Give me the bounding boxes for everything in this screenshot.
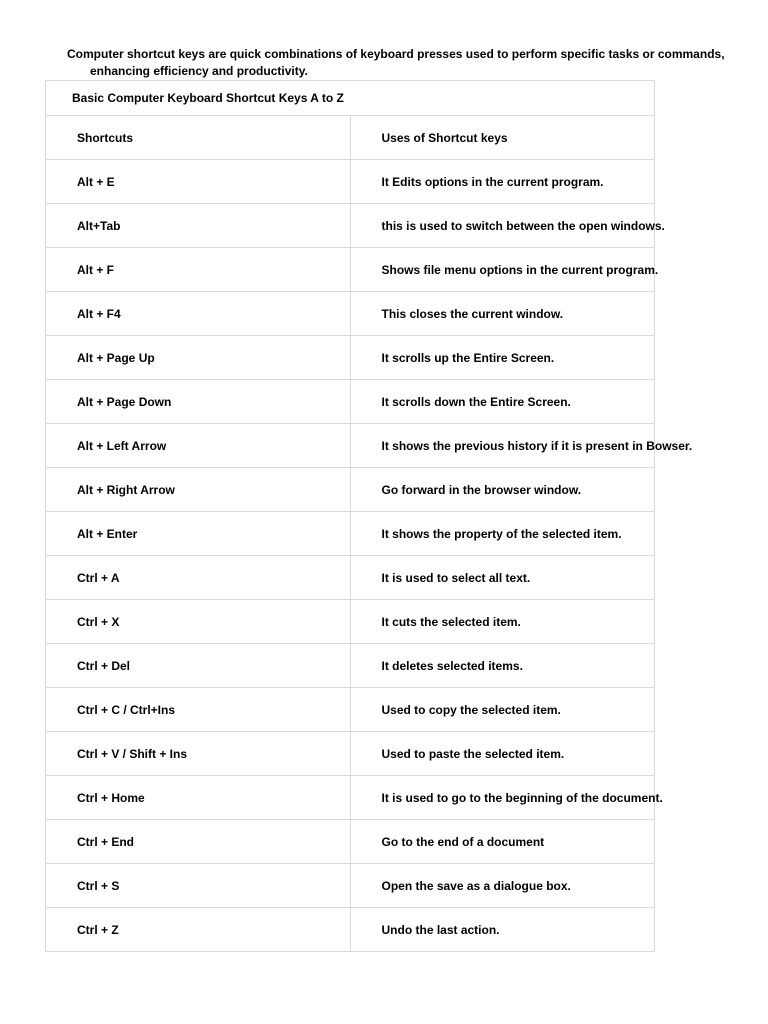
shortcut-key-cell: Alt + Page Up — [46, 336, 351, 380]
table-row — [46, 776, 655, 820]
shortcut-key-cell: Alt + F — [46, 248, 351, 292]
shortcut-use-cell: It Edits options in the current program. — [350, 160, 655, 204]
table-row — [46, 204, 655, 248]
shortcut-use-cell: this is used to switch between the open windows. — [350, 204, 655, 248]
shortcut-key-cell: Alt + Enter — [46, 512, 351, 556]
table-row — [46, 336, 655, 380]
shortcut-use-cell: This closes the current window. — [350, 292, 655, 336]
intro-paragraph: Computer shortcut keys are quick combinations of keyboard presses used to perform specific tasks or commands, enhancing efficiency and productivity. — [67, 47, 725, 78]
shortcut-key-cell: Ctrl + X — [46, 600, 351, 644]
shortcut-key-cell: Ctrl + Home — [46, 776, 351, 820]
shortcut-key-cell: Alt+Tab — [46, 204, 351, 248]
table-row — [46, 600, 655, 644]
shortcut-key-cell: Ctrl + Del — [46, 644, 351, 688]
shortcut-use-cell: It shows the property of the selected item. — [350, 512, 655, 556]
shortcut-use-cell: It is used to go to the beginning of the document. — [350, 776, 655, 820]
table-row — [46, 820, 655, 864]
header-shortcuts: Shortcuts — [46, 116, 351, 160]
shortcut-key-cell: Ctrl + V / Shift + Ins — [46, 732, 351, 776]
shortcut-use-cell: Undo the last action. — [350, 908, 655, 952]
table-header-row — [46, 116, 655, 160]
shortcut-table — [45, 80, 693, 952]
shortcut-use-cell: Used to paste the selected item. — [350, 732, 655, 776]
shortcut-use-cell: It deletes selected items. — [350, 644, 655, 688]
table-row — [46, 248, 655, 292]
table-row — [46, 424, 655, 468]
shortcut-key-cell: Ctrl + Z — [46, 908, 351, 952]
table-row — [46, 864, 655, 908]
shortcut-use-cell: Open the save as a dialogue box. — [350, 864, 655, 908]
table-row — [46, 556, 655, 600]
shortcut-use-cell: It cuts the selected item. — [350, 600, 655, 644]
table-row — [46, 160, 655, 204]
table-row — [46, 908, 655, 952]
shortcut-use-cell: Shows file menu options in the current program. — [350, 248, 655, 292]
table-row — [46, 468, 655, 512]
shortcut-key-cell: Alt + F4 — [46, 292, 351, 336]
shortcut-use-cell: It is used to select all text. — [350, 556, 655, 600]
shortcut-key-cell: Ctrl + A — [46, 556, 351, 600]
shortcut-key-cell: Ctrl + C / Ctrl+Ins — [46, 688, 351, 732]
shortcut-use-cell: It shows the previous history if it is present in Bowser. — [350, 424, 655, 468]
table-row — [46, 512, 655, 556]
table-row — [46, 688, 655, 732]
shortcut-use-cell: Go to the end of a document — [350, 820, 655, 864]
shortcut-key-cell: Alt + Right Arrow — [46, 468, 351, 512]
shortcut-use-cell: Go forward in the browser window. — [350, 468, 655, 512]
table-title: Basic Computer Keyboard Shortcut Keys A to Z — [46, 81, 655, 116]
shortcut-key-cell: Ctrl + S — [46, 864, 351, 908]
table-row — [46, 380, 655, 424]
table-title-row — [46, 81, 655, 116]
table-row — [46, 732, 655, 776]
shortcut-use-cell: Used to copy the selected item. — [350, 688, 655, 732]
shortcut-use-cell: It scrolls down the Entire Screen. — [350, 380, 655, 424]
header-uses: Uses of Shortcut keys — [350, 116, 655, 160]
shortcut-key-cell: Ctrl + End — [46, 820, 351, 864]
shortcut-key-cell: Alt + E — [46, 160, 351, 204]
shortcut-use-cell: It scrolls up the Entire Screen. — [350, 336, 655, 380]
shortcut-key-cell: Alt + Left Arrow — [46, 424, 351, 468]
table-row — [46, 644, 655, 688]
shortcut-key-cell: Alt + Page Down — [46, 380, 351, 424]
table-row — [46, 292, 655, 336]
